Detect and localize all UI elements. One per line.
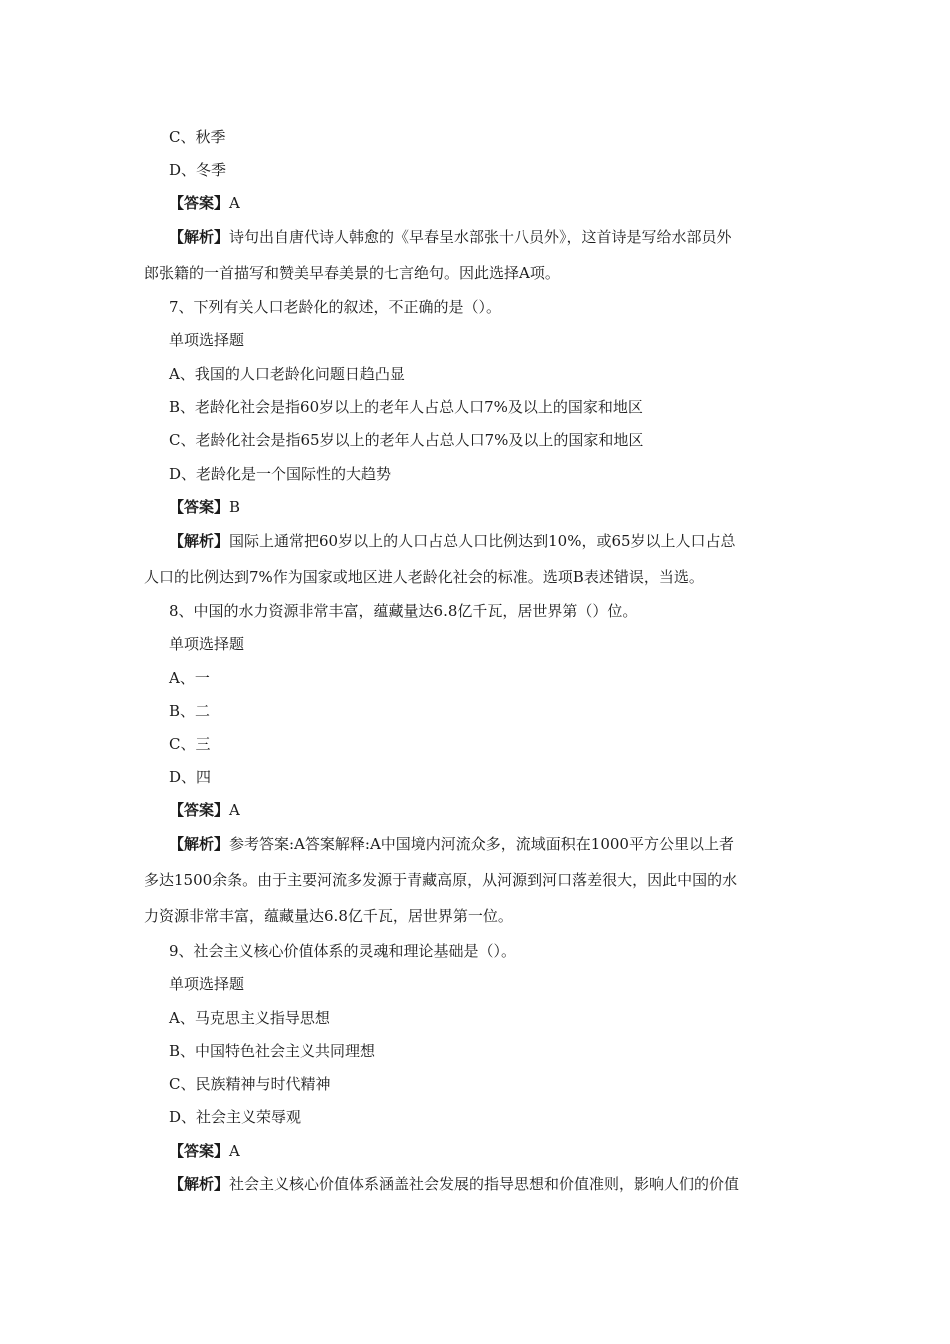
- analysis-tag: 【解析】: [169, 532, 230, 550]
- q9-option-d: D、社会主义荣辱观: [169, 1108, 302, 1126]
- answer-tag: 【答案】: [169, 498, 230, 516]
- q6-option-c: C、秋季: [169, 128, 226, 146]
- answer-tag: 【答案】: [169, 1142, 230, 1160]
- q7-type: 单项选择题: [169, 331, 245, 349]
- q9-option-b: B、中国特色社会主义共同理想: [169, 1042, 376, 1060]
- q8-answer: [169, 800, 240, 820]
- q6-analysis-line-2: 郎张籍的一首描写和赞美早春美景的七言绝句。因此选择A项。: [144, 264, 560, 282]
- q8-option-d: D、四: [169, 768, 212, 786]
- q8-analysis-line-2: 多达1500余条。由于主要河流多发源于青藏高原，从河源到河口落差很大，因此中国的水: [144, 871, 738, 889]
- q6-answer: [169, 193, 240, 213]
- q9-analysis-line-1: [169, 1174, 739, 1194]
- q6-analysis-line-1: [169, 227, 732, 247]
- q7-option-b: B、老龄化社会是指60岁以上的老年人占总人口7%及以上的国家和地区: [169, 398, 643, 416]
- q6-option-d: D、冬季: [169, 161, 227, 179]
- q7-option-a: A、我国的人口老龄化问题日趋凸显: [169, 365, 405, 383]
- q8-analysis-line-3: 力资源非常丰富，蕴藏量达6.8亿千瓦，居世界第一位。: [144, 907, 513, 925]
- q8-option-b: B、二: [169, 702, 211, 720]
- analysis-text: 社会主义核心价值体系涵盖社会发展的指导思想和价值准则，影响人们的价值: [229, 1175, 740, 1193]
- q9-option-a: A、马克思主义指导思想: [169, 1009, 330, 1027]
- answer-value: B: [229, 498, 241, 516]
- q9-answer: [169, 1141, 240, 1161]
- q9-question: 9、社会主义核心价值体系的灵魂和理论基础是（）。: [169, 942, 517, 960]
- answer-value: A: [229, 1142, 240, 1160]
- analysis-text: 国际上通常把60岁以上的人口占总人口比例达到10%，或65岁以上人口占总: [229, 532, 736, 550]
- q7-answer: [169, 497, 240, 517]
- q8-question: 8、中国的水力资源非常丰富，蕴藏量达6.8亿千瓦，居世界第（）位。: [169, 602, 638, 620]
- analysis-text: 诗句出自唐代诗人韩愈的《早春呈水部张十八员外》，这首诗是写给水部员外: [229, 228, 732, 246]
- q7-option-d: D、老龄化是一个国际性的大趋势: [169, 465, 392, 483]
- analysis-tag: 【解析】: [169, 228, 230, 246]
- answer-tag: 【答案】: [169, 194, 230, 212]
- analysis-tag: 【解析】: [169, 835, 230, 853]
- analysis-tag: 【解析】: [169, 1175, 230, 1193]
- answer-value: A: [229, 801, 240, 819]
- answer-tag: 【答案】: [169, 801, 230, 819]
- q7-option-c: C、老龄化社会是指65岁以上的老年人占总人口7%及以上的国家和地区: [169, 431, 644, 449]
- q8-option-c: C、三: [169, 735, 211, 753]
- answer-value: A: [229, 194, 240, 212]
- analysis-text: 参考答案:A答案解释:A中国境内河流众多，流域面积在1000平方公里以上者: [229, 835, 734, 853]
- q8-analysis-line-1: [169, 834, 734, 854]
- q7-analysis-line-2: 人口的比例达到7%作为国家或地区进人老龄化社会的标准。选项B表述错误，当选。: [144, 568, 704, 586]
- q7-question: 7、下列有关人口老龄化的叙述，不正确的是（）。: [169, 298, 502, 316]
- q9-option-c: C、民族精神与时代精神: [169, 1075, 331, 1093]
- q9-type: 单项选择题: [169, 975, 245, 993]
- q8-option-a: A、一: [169, 669, 210, 687]
- q8-type: 单项选择题: [169, 635, 245, 653]
- q7-analysis-line-1: [169, 531, 736, 551]
